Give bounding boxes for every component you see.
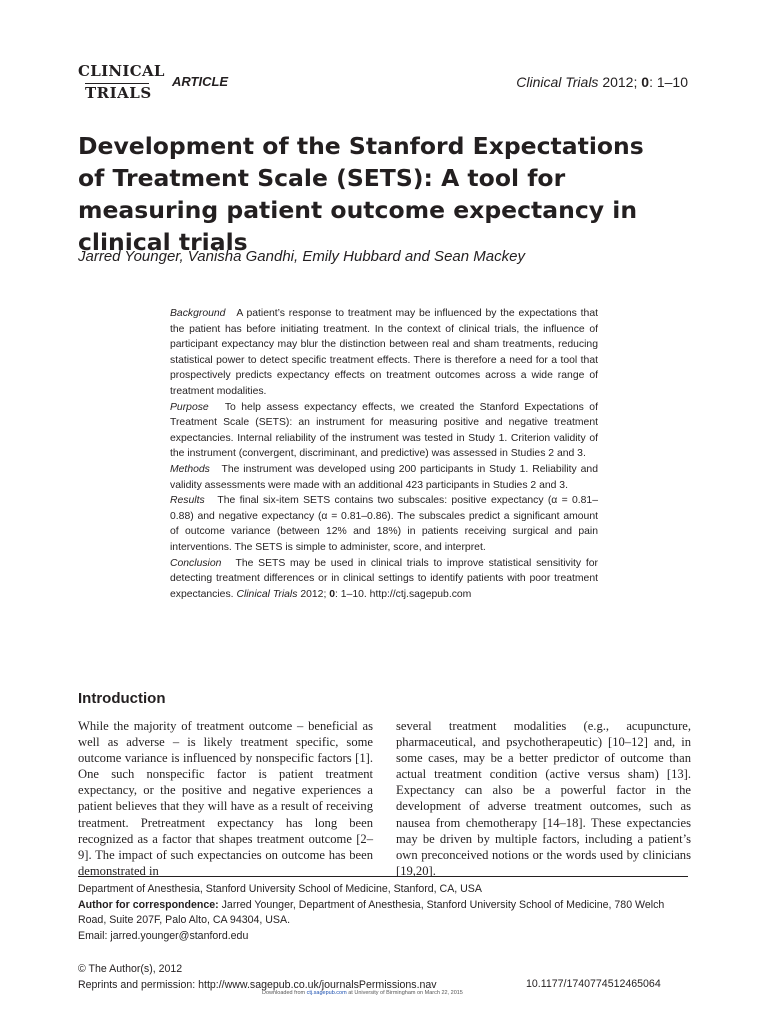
footnote bbox=[78, 882, 690, 944]
correspondence-label: Author for correspondence: bbox=[78, 898, 219, 911]
journal-name: Clinical Trials bbox=[516, 74, 599, 90]
abstract-conclusion bbox=[170, 556, 598, 603]
conclusion-cite-rest: : 1–10. http://ctj.sagepub.com bbox=[335, 588, 472, 600]
conclusion-label: Conclusion bbox=[170, 557, 222, 569]
conclusion-cite-volume: 0 bbox=[329, 588, 336, 600]
copyright: © The Author(s), 2012 bbox=[78, 963, 183, 975]
abstract-methods bbox=[170, 462, 598, 493]
journal-logo bbox=[78, 62, 165, 102]
journal-year: 2012; bbox=[598, 74, 642, 90]
correspondence bbox=[78, 898, 690, 929]
affiliation: Department of Anesthesia, Stanford University School of Medicine, Stanford, CA, USA bbox=[78, 883, 482, 895]
conclusion-text: The SETS may be used in clinical trials to improve statistical sensitivity for detecting treatment differences or in clinical settings to identify patients with poor treatment expectancies. bbox=[170, 557, 598, 600]
footer-left bbox=[78, 962, 437, 993]
background-label: Background bbox=[170, 308, 226, 319]
intro-column-left: While the majority of treatment outcome – beneficial as well as adverse – is likely treatment specific, some outcome variance is influenced by nonspecific factors [1]. One such nonspecific factor is patient treatment expectancy, or the positive and negative experiences a patient believes that they will have as a result of receiving treatment. Pretreatment expectancy has long been recognized as a factor that shapes treatment outcome [2–9]. The impact of such expectancies on outcome has been demonstrated in bbox=[78, 719, 373, 878]
footnote-divider bbox=[78, 876, 688, 877]
download-suffix: at University of Birmingham on March 22, 2015 bbox=[346, 990, 463, 996]
methods-text: The instrument was developed using 200 participants in Study 1. Reliability and validity assessments were made with an additional 423 participants in Studies 2 and 3. bbox=[170, 463, 598, 491]
correspondence-text: Jarred Younger, Department of Anesthesia, Stanford University School of Medicine, 780 Welch Road, Suite 207F, Palo Alto, CA 94304, USA. bbox=[78, 898, 665, 926]
results-label: Results bbox=[170, 495, 205, 507]
download-note bbox=[262, 990, 463, 996]
logo-line-1: CLINICAL bbox=[78, 62, 165, 80]
download-link[interactable]: ctj.sagepub.com bbox=[306, 990, 347, 996]
journal-volume: 0 bbox=[641, 74, 650, 90]
doi: 10.1177/1740774512465064 bbox=[526, 978, 661, 990]
abstract-purpose bbox=[170, 400, 598, 462]
email: Email: jarred.younger@stanford.edu bbox=[78, 929, 249, 942]
section-heading-introduction: Introduction bbox=[78, 690, 166, 707]
abstract-results bbox=[170, 493, 598, 555]
purpose-label: Purpose bbox=[170, 401, 209, 413]
journal-pages: : 1–10 bbox=[649, 74, 688, 90]
methods-label: Methods bbox=[170, 463, 210, 475]
abstract-background bbox=[170, 306, 598, 400]
journal-citation bbox=[516, 74, 688, 90]
conclusion-cite-journal: Clinical Trials bbox=[236, 588, 298, 600]
author-list: Jarred Younger, Vanisha Gandhi, Emily Hubbard and Sean Mackey bbox=[78, 248, 525, 265]
results-text: The final six-item SETS contains two subscales: positive expectancy (α = 0.81–0.88) and negative expectancy (α = 0.81–0.86). The subscales predict a significant amount of outcome variance (between 12% and 18%) in patients receiving surgical and pain interventions. The SETS is simple to administer, score, and interpret. bbox=[170, 495, 598, 553]
reprints: Reprints and permission: http://www.sagepub.co.uk/journalsPermissions.nav bbox=[78, 978, 437, 991]
article-type-label: ARTICLE bbox=[172, 74, 229, 89]
purpose-text: To help assess expectancy effects, we created the Stanford Expectations of Treatment Scale (SETS): an instrument for measuring positive and negative treatment expectancies. Internal reliability of the instrument was tested in Study 1. Criterion validity of the instrument (convergent, discriminant, and predictive) was assessed in Studies 2 and 3. bbox=[170, 401, 598, 460]
article-title: Development of the Stanford Expectations of Treatment Scale (SETS): A tool for measuring patient outcome expectancy in clinical trials bbox=[78, 132, 644, 256]
background-text: A patient’s response to treatment may be influenced by the expectations that the patient has before initiating treatment. In the context of clinical trials, the influence of participant expectancy may blur the distinction between real and sham treatments, reducing statistical power to detect specific treatment effects. There is therefore a need for a tool that prospectively predicts expectancy effects on treatment outcomes across a wide range of treatment modalities. bbox=[170, 308, 598, 397]
abstract bbox=[170, 306, 598, 602]
download-prefix: Downloaded from bbox=[262, 990, 307, 996]
intro-column-right: several treatment modalities (e.g., acupuncture, pharmaceutical, and psychotherapeutic) [10–12] and, in some cases, may be a better predictor of outcome than actual treatment condition (active versus sham) [13]. Expectancy can also be a powerful factor in the development of adverse treatment outcomes, such as nausea from chemotherapy [14–18]. These expectancies may be driven by multiple factors, including a patient’s own preconceived notions or the words used by clinicians [19,20]. bbox=[396, 719, 691, 878]
conclusion-cite-year: 2012; bbox=[297, 588, 330, 600]
logo-line-2: TRIALS bbox=[85, 84, 152, 102]
